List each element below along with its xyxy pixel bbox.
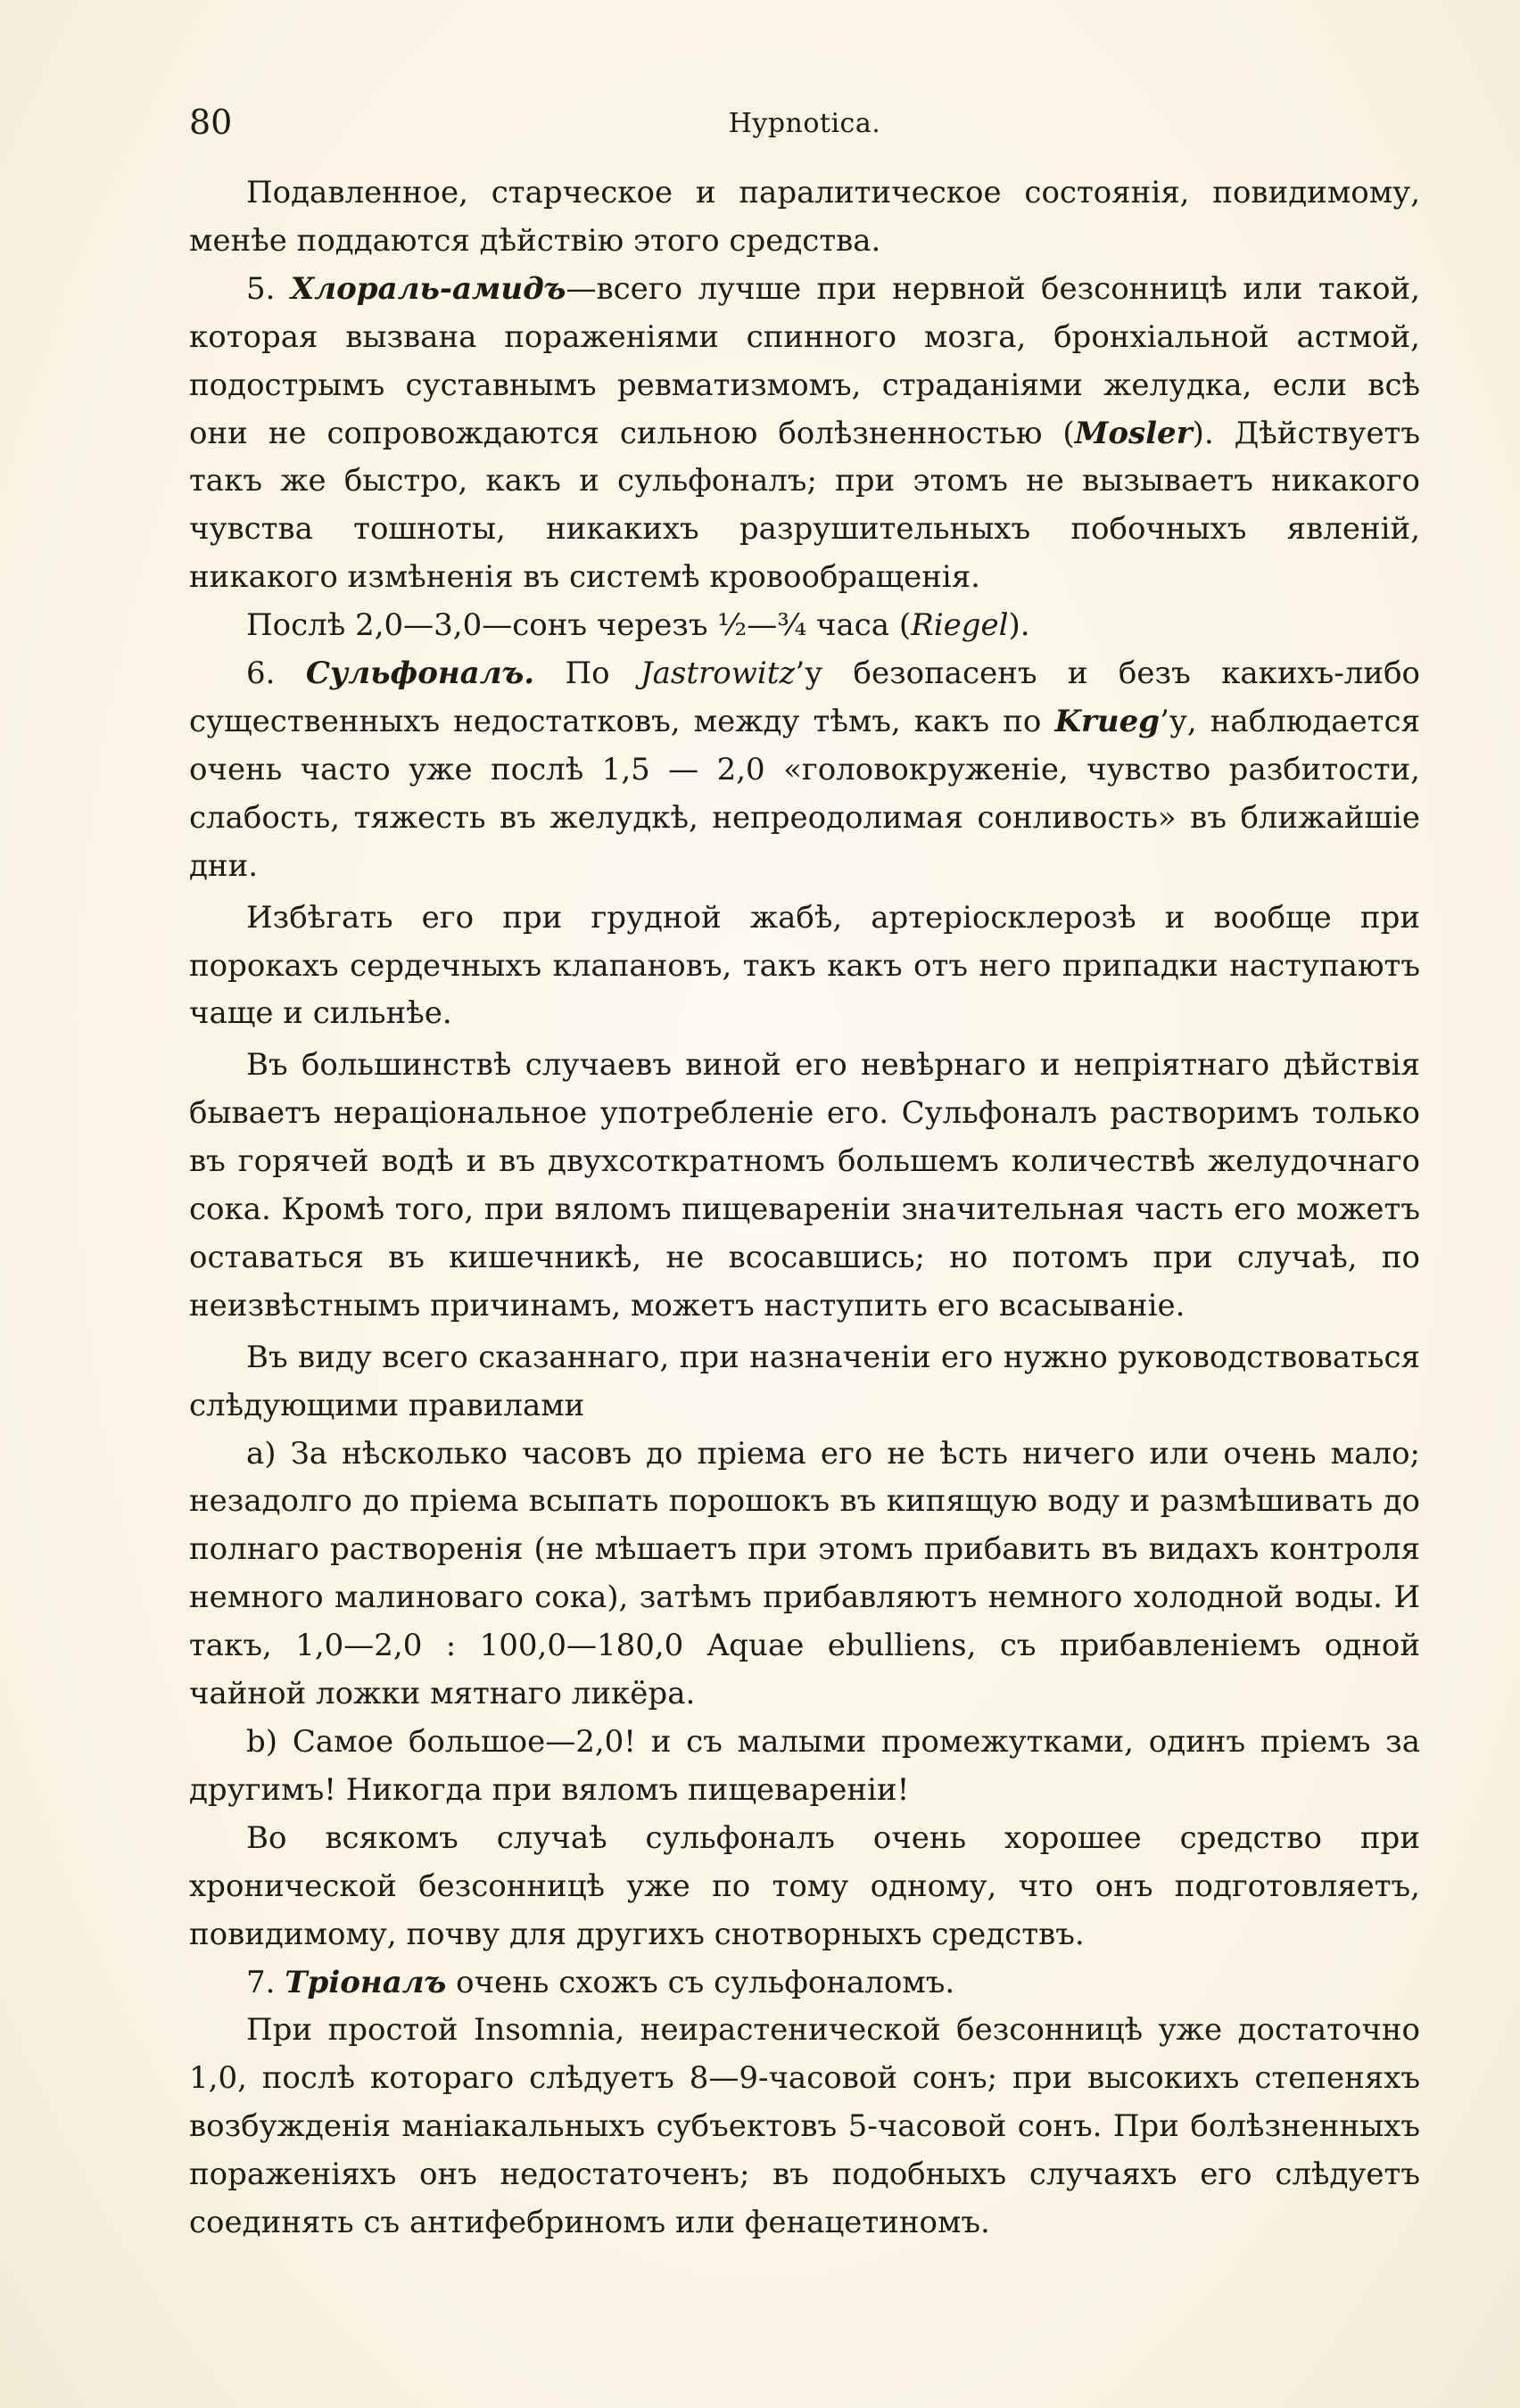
paragraph-p12 [189,2007,1420,2247]
paragraph-p10 [189,1815,1420,1959]
text-segment: —всего лучше при нервной безсонницѣ или такой, которая вызвана пораженіями спинного мозга, бронхіальной астмой, подострымъ суставнымъ ревматизмомъ, страданіями желудка, если всѣ они не сопровождаются сильною болѣзненностью ( [189,270,1421,451]
body-text [189,169,1420,2247]
text-segment: очень схожъ съ сульфоналомъ. [446,1964,955,2000]
paragraph-p1 [189,169,1420,266]
text-segment: ’у, наблюдается очень часто уже послѣ 1,5 — 2,0 «головокруженіе, чувство разбитости, слабость, тяжесть въ желудкѣ, непреодолимая сонливость» въ ближайшіе дни. [189,703,1420,884]
paragraph-p8 [189,1431,1420,1719]
paragraph-p2 [189,266,1420,602]
paragraph-p7 [189,1334,1420,1431]
text-segment: b) Самое большое—2,0! и съ малыми промежутками, одинъ пріемъ за другимъ! Никогда при вяломъ пищевареніи! [189,1724,1420,1808]
text-segment: ’у безопасенъ и безъ какихъ-либо существенныхъ недостатковъ, между тѣмъ, какъ по [189,656,1421,739]
page-header [189,100,1420,153]
paragraph-p5 [189,895,1420,1039]
emphasized-text: Jastrowitz [640,656,796,692]
text-segment: a) За нѣсколько часовъ до пріема его не ѣсть ничего или очень мало; незадолго до пріема всыпать порошокъ въ кипящую воду и размѣшивать до полнаго растворенія (не мѣшаетъ при этомъ прибавить въ видахъ контроля немного малиноваго сока), затѣмъ прибавляютъ немного холодной воды. И такъ, 1,0—2,0 : 100,0—180,0 Aquae ebulliens, съ прибавленіемъ одной чайной ложки мятнаго ликёра. [189,1435,1420,1712]
emphasized-text: Сульфоналъ. [305,656,535,692]
text-segment: 7. [246,1964,285,2000]
paragraph-p11 [189,1959,1420,2008]
text-segment: Въ виду всего сказаннаго, при назначеніи его нужно руководствоваться слѣдующими правилами [189,1339,1420,1423]
page-number: 80 [189,103,233,142]
emphasized-text: Тріоналъ [285,1964,447,2000]
text-segment: Во всякомъ случаѣ сульфоналъ очень хорошее средство при хронической безсонницѣ уже по тому одному, что онъ подготовляетъ, повидимому, почву для другихъ снотворныхъ средствъ. [189,1819,1420,1952]
emphasized-text: Krueg [1054,703,1161,739]
emphasized-text: Хлораль-амидъ [290,270,566,307]
paragraph-p6 [189,1042,1420,1330]
text-segment: 5. [246,270,291,307]
text-segment: При простой Insomnia, неирастенической безсонницѣ уже достаточно 1,0, послѣ котораго слѣдуетъ 8—9-часовой сонъ; при высокихъ степеняхъ возбужденія маніакальныхъ субъектовъ 5-часовой сонъ. При болѣзненныхъ пораженіяхъ онъ недостаточенъ; въ подобныхъ случаяхъ его слѣдуетъ соединять съ антифебриномъ или фенацетиномъ. [189,2012,1420,2241]
running-title: Hypnotica. [728,108,881,139]
paragraph-p3 [189,602,1420,650]
paragraph-p4 [189,650,1420,891]
text-segment: Подавленное, старческое и паралитическое состоянія, повидимому, менѣе поддаются дѣйствію этого средства. [189,175,1420,259]
text-segment: 6. [246,656,306,692]
text-segment: Въ большинствѣ случаевъ виной его невѣрнаго и непріятнаго дѣйствія бываетъ нераціональное употребленіе его. Сульфоналъ растворимъ только въ горячей водѣ и въ двухсоткратномъ большемъ количествѣ желудочнаго сока. Кромѣ того, при вяломъ пищевареніи значительная часть его можетъ оставаться въ кишечникѣ, не всосавшись; но потомъ при случаѣ, по неизвѣстнымъ причинамъ, можетъ наступить его всасываніе. [189,1047,1420,1324]
text-segment: Избѣгать его при грудной жабѣ, артеріосклерозѣ и вообще при порокахъ сердечныхъ клапановъ, такъ какъ отъ него припадки наступаютъ чаще и сильнѣе. [189,899,1420,1032]
text-segment: Послѣ 2,0—3,0—сонъ черезъ ½—¾ часа ( [246,607,912,644]
text-segment: По [534,656,641,692]
text-segment: ). [1008,607,1030,644]
paragraph-p9 [189,1719,1420,1815]
emphasized-text: Riegel [911,607,1009,644]
text-segment: ). Дѣйствуетъ такъ же быстро, какъ и сульфоналъ; при этомъ не вызываетъ никакого чувства тошноты, никакихъ разрушительныхъ побочныхъ явленій, никакого измѣненія въ системѣ кровообращенія. [189,415,1421,596]
emphasized-text: Mosler [1074,415,1193,451]
